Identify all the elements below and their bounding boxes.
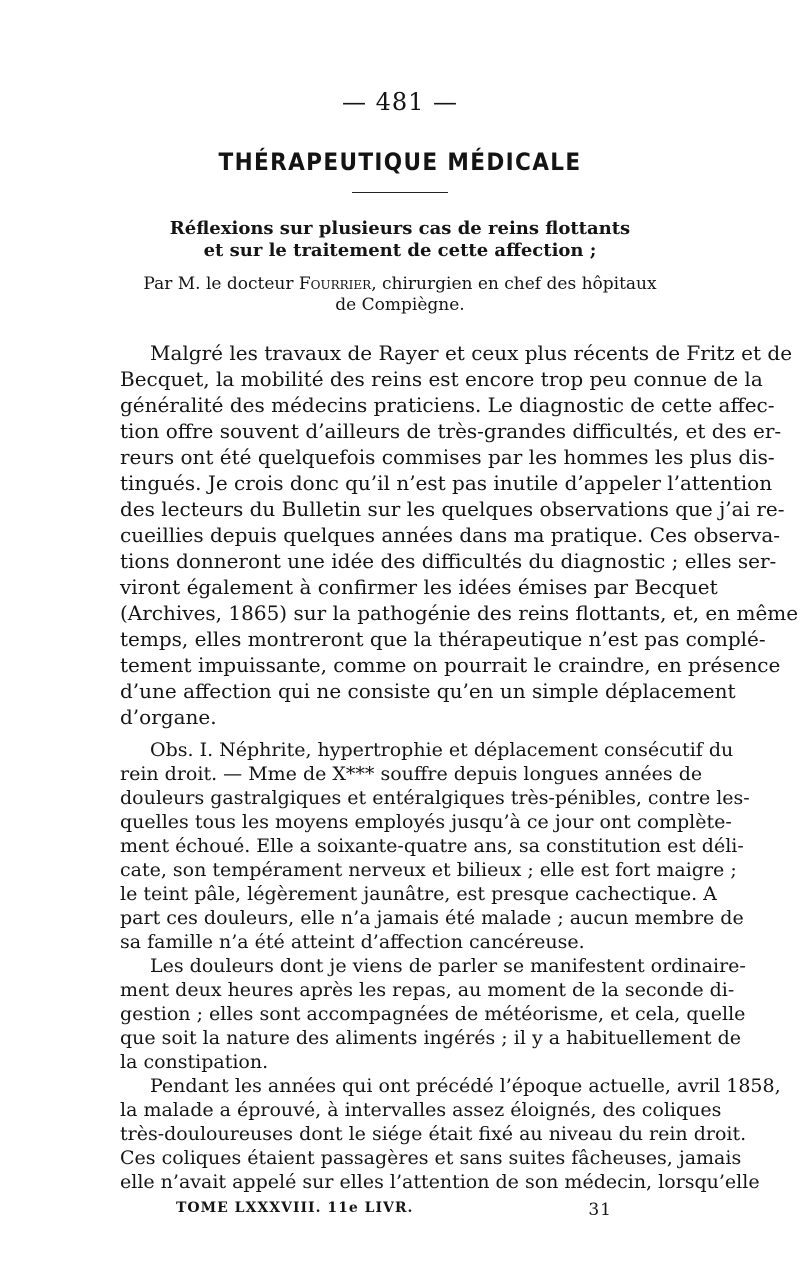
text-line: Les douleurs dont je viens de parler se manifestent ordinaire-: [150, 955, 746, 977]
text-line: le teint pâle, légèrement jaunâtre, est presque cachectique. A: [120, 883, 717, 905]
byline-prefix: Par M. le docteur: [143, 274, 299, 294]
text-line: ment échoué. Elle a soixante-quatre ans, sa constitution est déli-: [120, 835, 744, 857]
page-number: — 481 —: [341, 88, 459, 116]
text-line: Ces coliques étaient passagères et sans suites fâcheuses, jamais: [120, 1147, 742, 1169]
text-line: tingués. Je crois donc qu’il n’est pas inutile d’appeler l’attention: [120, 471, 773, 495]
text-line: sa famille n’a été atteint d’affection cancéreuse.: [120, 931, 585, 953]
text-line: que soit la nature des aliments ingérés ; il y a habituellement de: [120, 1027, 741, 1049]
text-line: tion offre souvent d’ailleurs de très-grandes difficultés, et des er-: [120, 419, 782, 443]
text-line: (Archives, 1865) sur la pathogénie des reins flottants, et, en même: [120, 601, 799, 625]
text-line: d’une affection qui ne consiste qu’en un simple déplacement: [120, 679, 736, 703]
text-line: quelles tous les moyens employés jusqu’à ce jour ont complète-: [120, 811, 732, 833]
text-line: elle n’avait appelé sur elles l’attention de son médecin, lorsqu’elle: [120, 1171, 760, 1193]
text-line: d’organe.: [120, 705, 217, 729]
text-line: douleurs gastralgiques et entéralgiques très-pénibles, contre les-: [120, 787, 750, 809]
text-line: gestion ; elles sont accompagnées de météorisme, et cela, quelle: [120, 1003, 746, 1025]
text-line: rein droit. — Mme de X*** souffre depuis longues années de: [120, 763, 703, 785]
article-title: [100, 218, 700, 262]
text-line: la constipation.: [120, 1051, 269, 1073]
text-line: généralité des médecins praticiens. Le diagnostic de cette affec-: [120, 393, 775, 417]
text-line: tement impuissante, comme on pourrait le craindre, en présence: [120, 653, 781, 677]
text-line: très-douloureuses dont le siége était fixé au niveau du rein droit.: [120, 1123, 747, 1145]
text-line: cate, son tempérament nerveux et bilieux ; elle est fort maigre ;: [120, 859, 737, 881]
text-line: ment deux heures après les repas, au moment de la seconde di-: [120, 979, 735, 1001]
byline-line: [100, 274, 700, 295]
text-line: des lecteurs du Bulletin sur les quelques observations que j’ai re-: [120, 497, 785, 521]
article-title-line: Réflexions sur plusieurs cas de reins flottants: [169, 218, 631, 239]
text-line: cueillies depuis quelques années dans ma pratique. Ces observa-: [120, 523, 781, 547]
text-line: temps, elles montreront que la thérapeutique n’est pas complé-: [120, 627, 766, 651]
text-line: Becquet, la mobilité des reins est encore trop peu connue de la: [120, 367, 763, 391]
title-rule: [352, 192, 448, 193]
text-line: Malgré les travaux de Rayer et ceux plus récents de Fritz et de: [150, 341, 793, 365]
text-line: la malade a éprouvé, à intervalles assez éloignés, des coliques: [120, 1099, 722, 1121]
article-title-line: et sur le traitement de cette affection ;: [203, 240, 597, 261]
text-line: tions donneront une idée des difficultés du diagnostic ; elles ser-: [120, 549, 777, 573]
byline: [100, 274, 700, 316]
text-line: viront également à confirmer les idées émises par Becquet: [120, 575, 718, 599]
byline-suffix: , chirurgien en chef des hôpitaux: [371, 274, 657, 294]
text-line: reurs ont été quelquefois commises par les hommes les plus dis-: [120, 445, 775, 469]
section-title: THÉRAPEUTIQUE MÉDICALE: [218, 148, 582, 176]
signature-volume: TOME LXXXVIII. 11e LIVR.: [176, 1200, 414, 1216]
author-name: Fourrier: [298, 274, 372, 294]
byline-line: de Compiègne.: [335, 295, 465, 315]
text-line: Obs. I. Néphrite, hypertrophie et déplacement consécutif du: [150, 739, 734, 761]
text-line: Pendant les années qui ont précédé l’époque actuelle, avril 1858,: [150, 1075, 781, 1097]
signature-number: 31: [588, 1200, 612, 1220]
text-line: part ces douleurs, elle n’a jamais été malade ; aucun membre de: [120, 907, 744, 929]
printer-signature: [176, 1200, 612, 1220]
